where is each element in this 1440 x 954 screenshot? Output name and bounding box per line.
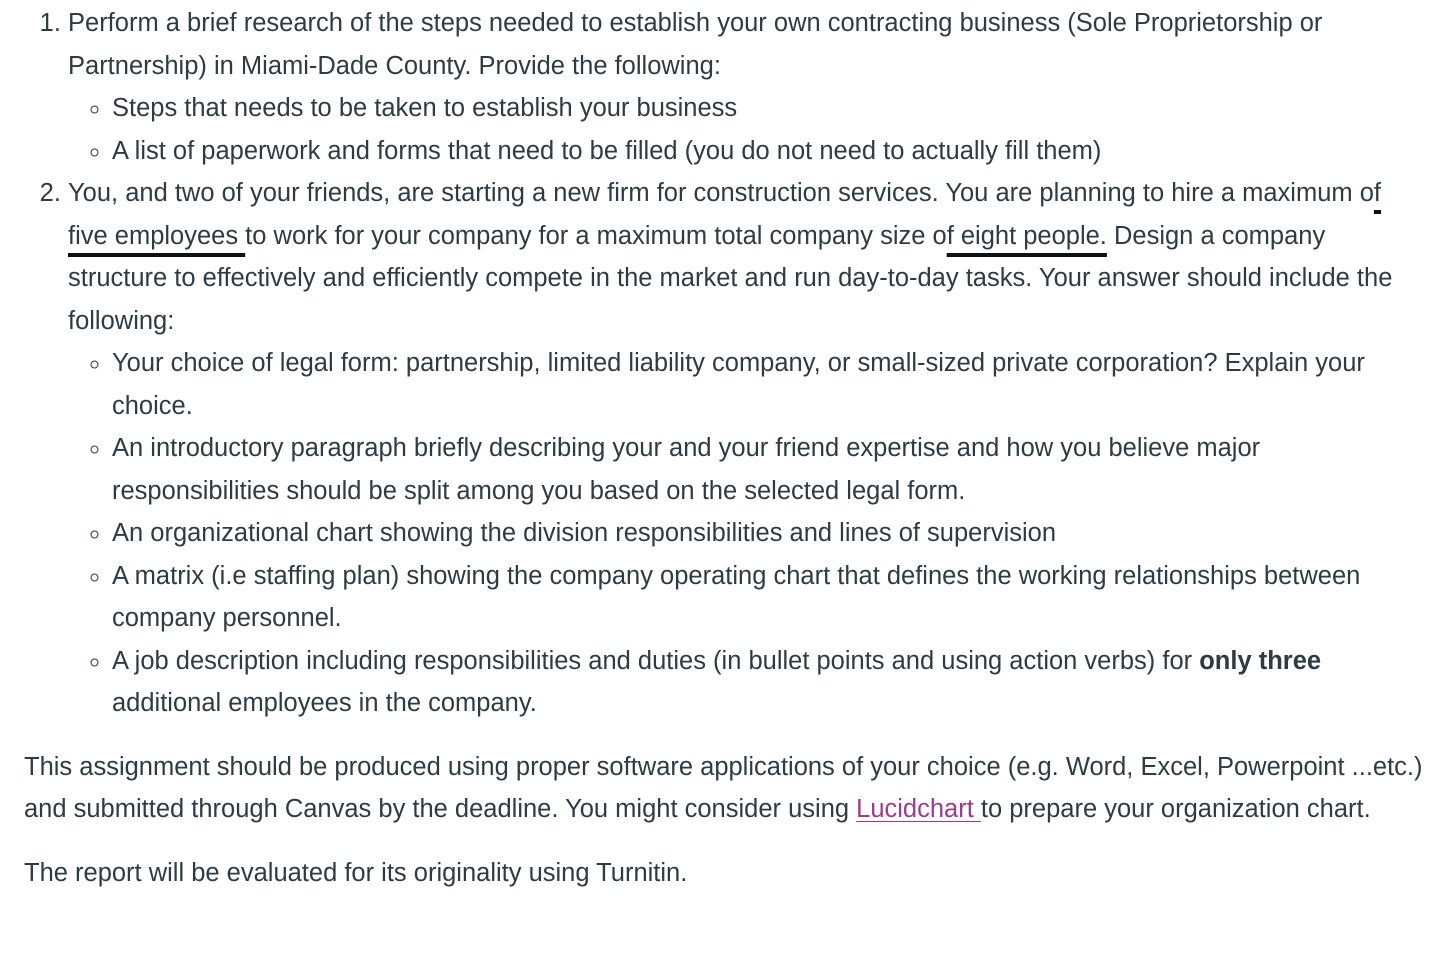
text-segment: additional employees in the company. [112,689,537,717]
sub-list-item: ◦ A matrix (i.e staffing plan) showing the company operating chart that defines the working relationships between company personnel. [112,555,1426,640]
text-segment: Design a company structure to effectively and efficiently compete in the market and run day-to-day tasks. Your answer should include the following: [68,221,1393,335]
bold-text: only three [1199,646,1322,675]
underlined-text-five-employees: f five employees [68,179,1381,250]
list-item [68,2,1426,172]
sub-list-item: ◦ An organizational chart showing the division responsibilities and lines of supervision [112,512,1426,555]
instructions-paragraph [24,746,1426,831]
underlined-text-eight-people: f eight people. [946,221,1107,250]
sub-list-item: ◦ Steps that needs to be taken to establish your business [112,87,1426,130]
text-segment: A job description including responsibilities and duties (in bullet points and using action verbs) for [112,646,1200,675]
list-item-text [68,179,1392,335]
text-segment: to work for your company for a maximum total company size o [245,221,947,250]
sub-list-item [112,640,1426,725]
lucidchart-link[interactable]: Lucidchart [856,795,981,823]
sub-list-item: ◦ Your choice of legal form: partnership, limited liability company, or small-sized private corporation? Explain your choice. [112,342,1426,427]
text-segment: You, and two of your friends, are starting a new firm for construction services. You are planning to hire a maximum o [68,179,1374,207]
list-item [68,172,1426,725]
sub-list-item: ◦ A list of paperwork and forms that need to be filled (you do not need to actually fill them) [112,130,1426,173]
sub-list [68,87,1426,172]
sub-list [68,342,1426,725]
requirements-list [24,2,1426,725]
list-item-text: Perform a brief research of the steps needed to establish your own contracting business (Sole Proprietorship or Partnership) in Miami-Dade County. Provide the following: [68,9,1323,80]
text-segment: This assignment should be produced using proper software applications of your choice (e.g. Word, Excel, Powerpoint ...etc.) and submitted through Canvas by the deadline. You might consider using [24,752,1423,823]
originality-paragraph: The report will be evaluated for its originality using Turnitin. [24,858,688,887]
sub-list-item: ◦ An introductory paragraph briefly describing your and your friend expertise and how you believe major responsibilities should be split among you based on the selected legal form. [112,427,1426,512]
text-segment: to prepare your organization chart. [980,795,1371,823]
